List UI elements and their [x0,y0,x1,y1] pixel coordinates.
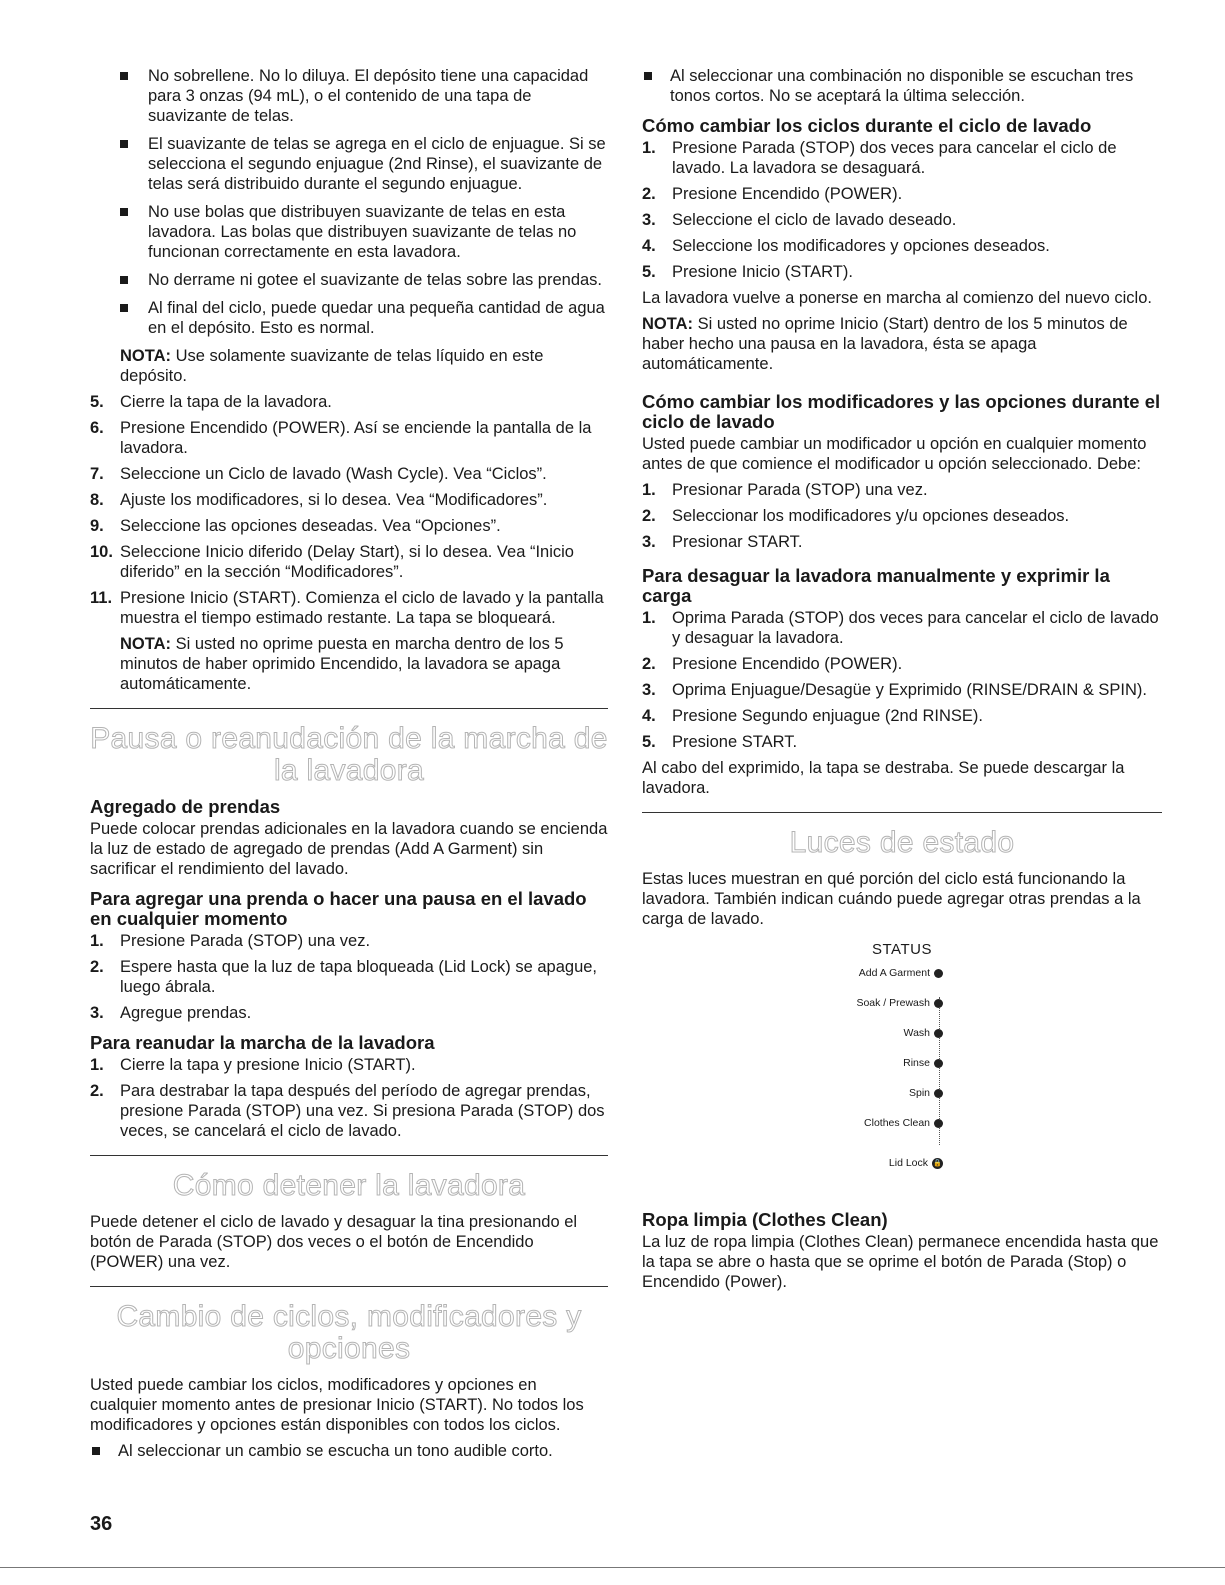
step-number: 1. [642,481,656,499]
step-number: 3. [642,211,656,229]
note-label: NOTA: [120,347,172,365]
step-number: 2. [90,958,104,976]
bullet-item: No derrame ni gotee el suavizante de telas sobre las prendas. [90,270,608,290]
status-label: Spin [908,1087,930,1099]
step-text: Para destrabar la tapa después del período de agregar prendas, presione Parada (STOP) una vez. Si presiona Parada (STOP) dos veces, se cancelará el ciclo de lavado. [120,1082,605,1140]
subheading: Agregado de prendas [90,796,281,817]
bullet-item: Al seleccionar un cambio se escucha un tono audible corto. [90,1441,608,1461]
step-item [642,262,1162,282]
step-item [90,464,608,484]
step-item [90,931,608,951]
page-edge-line [0,1567,1225,1568]
step-text: Oprima Parada (STOP) dos veces para cancelar el ciclo de lavado y desaguar la lavadora. [672,609,1159,647]
bullet-item: No use bolas que distribuyen suavizante de telas en esta lavadora. Las bolas que distribuyen suavizante de telas no funcionan correctamente en esta lavadora. [90,202,608,262]
left-column [90,66,608,1469]
step-text: Presione Inicio (START). Comienza el ciclo de lavado y la pantalla muestra el tiempo estimado restante. La tapa se bloqueará. [120,589,604,627]
paragraph: La lavadora vuelve a ponerse en marcha al comienzo del nuevo ciclo. [642,289,1152,307]
step-number: 4. [642,707,656,725]
status-label: Wash [903,1027,930,1039]
note-label: NOTA: [642,315,694,333]
step-number: 2. [642,655,656,673]
step-item [642,210,1162,230]
page-number: 36 [90,1513,113,1535]
step-text: Presione Encendido (POWER). [672,185,903,203]
right-column [642,66,1162,1298]
step-number: 8. [90,491,104,509]
step-number: 10. [90,543,113,561]
step-text: Presionar START. [672,533,803,551]
step-number: 1. [90,1056,104,1074]
step-item [90,957,608,997]
step-item [90,542,608,582]
step-text: Oprima Enjuague/Desagüe y Exprimido (RINSE/DRAIN & SPIN). [672,681,1148,699]
paragraph: Puede detener el ciclo de lavado y desaguar la tina presionando el botón de Parada (STOP) dos veces o el botón de Encendido (POWER) una vez. [90,1213,578,1271]
step-item [90,1055,608,1075]
section-title: Cómo detener la lavadora [172,1169,526,1202]
section-divider [90,1286,608,1287]
note-text: Si usted no oprime puesta en marcha dentro de los 5 minutos de haber oprimido Encendido, la lavadora se apaga automáticamente. [120,635,564,693]
note-text: Use solamente suavizante de telas líquido en este depósito. [120,347,544,385]
status-light-wash [904,1027,943,1039]
step-item [90,490,608,510]
step-item [642,706,1162,726]
note-label: NOTA: [120,635,172,653]
paragraph: Estas luces muestran en qué porción del ciclo está funcionando la lavadora. También indican cuándo puede agregar otras prendas a la carga de lavado. [642,870,1141,928]
status-light-lid-lock [889,1157,943,1169]
status-panel [642,935,1162,1190]
step-number: 4. [642,237,656,255]
status-light-clothes-clean [864,1117,943,1129]
step-text: Presione Encendido (POWER). Así se enciende la pantalla de la lavadora. [120,419,592,457]
step-text: Presione Encendido (POWER). [672,655,903,673]
status-light-rinse [903,1057,943,1069]
section-title: Luces de estado [789,826,1015,859]
section-divider [90,1155,608,1156]
step-number: 3. [90,1004,104,1022]
subheading: Ropa limpia (Clothes Clean) [642,1209,888,1230]
step-text: Seleccione las opciones deseadas. Vea “Opciones”. [120,517,501,535]
step-number: 7. [90,465,104,483]
step-number: 3. [642,533,656,551]
status-light-add-a-garment [859,967,943,979]
status-label: Clothes Clean [864,1117,930,1129]
step-number: 5. [642,263,656,281]
step-text: Presione START. [672,733,798,751]
status-light-soak-prewash [856,997,943,1009]
subheading: Para agregar una prenda o hacer una pausa en el lavado en cualquier momento [90,888,587,929]
step-text: Presione Parada (STOP) dos veces para cancelar el ciclo de lavado. La lavadora se desaguará. [672,139,1117,177]
status-title: STATUS [872,941,932,958]
step-text: Cierre la tapa de la lavadora. [120,393,332,411]
step-item [642,654,1162,674]
subheading: Cómo cambiar los modificadores y las opciones durante el ciclo de lavado [642,391,1161,432]
step-item [642,138,1162,178]
section-divider [90,708,608,709]
step-item [642,680,1162,700]
paragraph: Al cabo del exprimido, la tapa se destraba. Se puede descargar la lavadora. [642,759,1125,797]
indicator-dot-icon [934,999,943,1008]
step-text: Seleccione Inicio diferido (Delay Start), si lo desea. Vea “Inicio diferido” en la sección “Modificadores”. [120,543,574,581]
step-number: 2. [90,1082,104,1100]
note [90,346,608,386]
step-text: Seleccione el ciclo de lavado deseado. [672,211,957,229]
step-text: Seleccionar los modificadores y/u opciones deseados. [672,507,1070,525]
step-text: Cierre la tapa y presione Inicio (START). [120,1056,416,1074]
bullet-item: Al final del ciclo, puede quedar una pequeña cantidad de agua en el depósito. Esto es normal. [90,298,608,338]
paragraph: La luz de ropa limpia (Clothes Clean) permanece encendida hasta que la tapa se abre o hasta que se oprime el botón de Parada (Stop) o Encendido (Power). [642,1233,1159,1291]
step-item [642,732,1162,752]
paragraph: Puede colocar prendas adicionales en la lavadora cuando se encienda la luz de estado de agregado de prendas (Add A Garment) sin sacrificar el rendimiento del lavado. [90,820,608,878]
indicator-dot-icon [934,1119,943,1128]
step-number: 6. [90,419,104,437]
step-item [90,1003,608,1023]
status-light-spin [909,1087,943,1099]
step-number: 1. [642,139,656,157]
step-text: Seleccione un Ciclo de lavado (Wash Cycle). Vea “Ciclos”. [120,465,547,483]
subheading: Para reanudar la marcha de la lavadora [90,1032,435,1053]
step-item [642,506,1162,526]
bullet-item: Al seleccionar una combinación no disponible se escuchan tres tonos cortos. No se aceptará la última selección. [642,66,1162,106]
bullet-item: El suavizante de telas se agrega en el ciclo de enjuague. Si se selecciona el segundo enjuague (2nd Rinse), el suavizante de telas será distribuido durante el segundo enjuague. [90,134,608,194]
subheading: Para desaguar la lavadora manualmente y exprimir la carga [642,565,1110,606]
status-label: Lid Lock [888,1157,928,1169]
subheading: Cómo cambiar los ciclos durante el ciclo de lavado [642,115,1092,136]
step-number: 5. [90,393,104,411]
step-number: 1. [90,932,104,950]
step-text: Presione Inicio (START). [672,263,853,281]
step-item [642,608,1162,648]
indicator-dot-icon [934,1059,943,1068]
step-number: 1. [642,609,656,627]
indicator-dot-icon [934,1089,943,1098]
indicator-dot-icon [934,1029,943,1038]
note [642,314,1162,374]
paragraph: Usted puede cambiar un modificador u opción en cualquier momento antes de que comience el modificador u opción seleccionado. Debe: [642,435,1147,473]
step-item [90,392,608,412]
step-item [90,516,608,536]
step-item [90,588,608,628]
step-number: 9. [90,517,104,535]
indicator-dot-icon [934,969,943,978]
step-number: 2. [642,185,656,203]
lock-icon: 🔒 [933,1159,942,1167]
status-label: Rinse [903,1057,930,1069]
step-text: Presione Segundo enjuague (2nd RINSE). [672,707,983,725]
step-text: Seleccione los modificadores y opciones deseados. [672,237,1050,255]
note [90,634,608,694]
status-label: Add A Garment [858,967,930,979]
step-number: 3. [642,681,656,699]
step-item [90,1081,608,1141]
bullet-item: No sobrellene. No lo diluya. El depósito tiene una capacidad para 3 onzas (94 mL), o el contenido de una tapa de suavizante de telas. [90,66,608,126]
step-item [642,480,1162,500]
step-text: Agregue prendas. [120,1004,252,1022]
step-text: Ajuste los modificadores, si lo desea. Vea “Modificadores”. [120,491,548,509]
paragraph: Usted puede cambiar los ciclos, modificadores y opciones en cualquier momento antes de presionar Inicio (START). No todos los modificadores y opciones están disponibles con todos los ciclos. [90,1376,584,1434]
step-item [642,532,1162,552]
step-item [90,418,608,458]
step-number: 2. [642,507,656,525]
section-divider [642,812,1162,813]
step-item [642,236,1162,256]
section-title: Cambio de ciclos, modificadores y opciones [116,1300,582,1365]
note-text: Si usted no oprime Inicio (Start) dentro de los 5 minutos de haber hecho una pausa en la lavadora, ésta se apaga automáticamente. [642,315,1128,373]
status-label: Soak / Prewash [856,997,930,1009]
step-text: Presionar Parada (STOP) una vez. [672,481,928,499]
step-number: 5. [642,733,656,751]
step-text: Presione Parada (STOP) una vez. [120,932,371,950]
section-title: Pausa o reanudación de la marcha de la lavadora [90,722,608,787]
step-text: Espere hasta que la luz de tapa bloqueada (Lid Lock) se apague, luego ábrala. [120,958,598,996]
step-item [642,184,1162,204]
step-number: 11. [90,589,113,607]
